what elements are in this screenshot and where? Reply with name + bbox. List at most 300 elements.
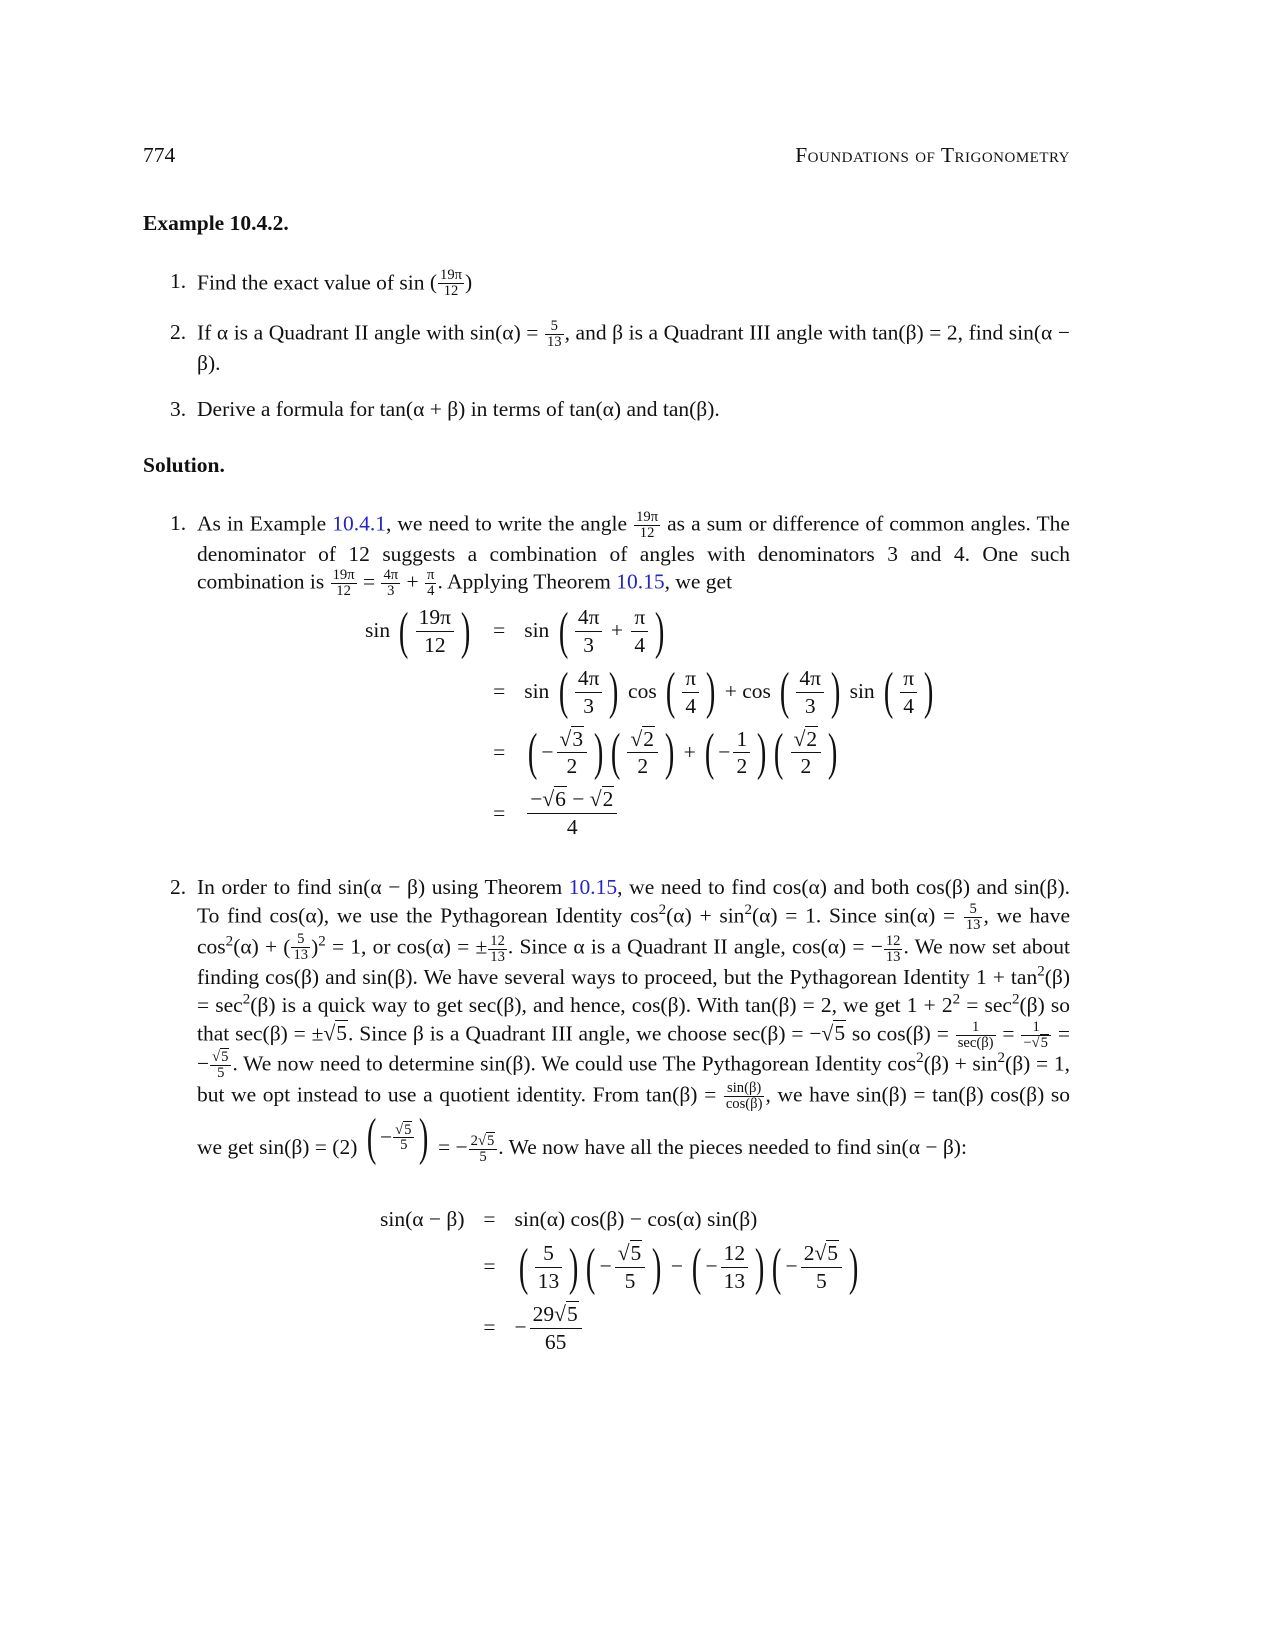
text-run: 65 <box>544 1329 567 1354</box>
fraction <box>796 665 824 720</box>
text-run: + <box>401 569 425 594</box>
parenthesized-group <box>582 1240 665 1295</box>
text-run: 5 <box>543 1240 554 1265</box>
paren-content <box>572 604 651 659</box>
text-run: 3 <box>583 693 595 718</box>
problem-2 <box>170 318 1076 377</box>
numerator <box>557 726 588 754</box>
text-run: . We now need to determine sin(β). We could use The Pythagorean Identity cos <box>232 1051 917 1076</box>
text-run: sin <box>844 679 881 704</box>
denominator <box>416 632 454 659</box>
text-run: = sec <box>960 993 1012 1018</box>
text-run: π <box>634 605 646 629</box>
text-run: sin(α − β) <box>380 1207 465 1231</box>
denominator <box>438 284 464 299</box>
numerator <box>721 1240 749 1268</box>
denominator <box>796 693 824 720</box>
right-paren: ) <box>609 663 619 721</box>
denominator <box>964 918 983 933</box>
numerator <box>884 934 903 950</box>
fraction <box>425 568 436 599</box>
text-run: 13 <box>537 1268 560 1293</box>
parenthesized-group <box>283 932 318 963</box>
numerator <box>900 665 917 693</box>
denominator <box>615 1268 646 1295</box>
text-run: 4π <box>383 567 399 584</box>
denominator <box>900 693 917 720</box>
right-paren: ) <box>460 602 471 660</box>
solution-number: 2. <box>170 875 187 899</box>
numerator <box>627 726 658 754</box>
superscript: 2 <box>242 991 251 1008</box>
left-paren: ( <box>429 270 438 295</box>
equation-rhs <box>524 604 937 659</box>
numerator <box>425 568 436 584</box>
text-run: 13 <box>293 947 309 964</box>
fraction <box>791 726 822 781</box>
right-paren: ) <box>652 1238 662 1296</box>
numerator <box>393 1123 414 1139</box>
denominator <box>527 814 617 841</box>
paren-content <box>572 665 606 720</box>
right-paren: ) <box>757 724 767 782</box>
text-run: 12 <box>639 524 655 541</box>
text-run: , we need to find cos(α) and both cos(β) and sin(β). To find cos(α), we use the Pythagorean Identity cos <box>197 875 1075 927</box>
fraction <box>724 1081 765 1112</box>
equation-rhs <box>524 786 937 841</box>
parenthesized-group <box>607 726 678 781</box>
square-root: √5 <box>477 1132 495 1149</box>
text-run: + <box>678 739 702 764</box>
numerator <box>575 665 603 693</box>
text-run: 2 <box>637 754 649 779</box>
text-run: − <box>718 739 731 764</box>
text-run: 2 <box>470 1132 478 1149</box>
text-run: 12 <box>490 932 505 949</box>
left-paren: ( <box>774 724 784 782</box>
text-run: 3 <box>583 632 595 657</box>
fraction <box>381 568 400 599</box>
numerator <box>796 665 824 693</box>
text-run: = − <box>432 1135 468 1160</box>
problem-text <box>197 396 1070 424</box>
problem-text <box>197 318 1076 377</box>
text-run: − <box>665 1254 689 1279</box>
right-paren: ) <box>465 270 473 295</box>
fraction <box>682 665 699 720</box>
problem-number: 2. <box>170 320 187 344</box>
text-run: 13 <box>723 1268 746 1293</box>
radicand: 5 <box>1040 1034 1048 1051</box>
text-run: If α is a Quadrant II angle with sin(α) = <box>197 320 544 345</box>
equals-sign: = <box>493 618 506 643</box>
problem-1 <box>170 268 1070 299</box>
parenthesized-group <box>515 1240 583 1295</box>
denominator <box>393 1138 414 1153</box>
numerator <box>416 604 454 632</box>
text-run: cos(β) <box>725 1096 763 1113</box>
denominator <box>733 753 750 780</box>
numerator <box>545 319 564 335</box>
text-run: 5 <box>969 900 977 917</box>
numerator <box>791 726 822 754</box>
text-run: = − <box>197 1021 1076 1076</box>
text-run: (α) = 1. Since sin(α) = <box>751 902 963 927</box>
square-root: √5 <box>1031 1034 1048 1051</box>
solution-1 <box>170 509 1076 600</box>
text-run: (α) + <box>233 935 284 960</box>
denominator <box>381 584 400 599</box>
superscript: 2 <box>225 933 234 950</box>
left-paren: ( <box>883 663 894 721</box>
cross-reference-link[interactable]: 10.15 <box>616 569 665 594</box>
equation-rhs <box>515 1301 863 1356</box>
equals-sign: = <box>483 1254 496 1279</box>
problem-text <box>197 268 1070 299</box>
square-root: √5 <box>814 1240 838 1265</box>
paren-content <box>786 1240 845 1295</box>
paren-content <box>600 1240 649 1295</box>
equals-sign: = <box>493 800 506 825</box>
fraction <box>291 932 310 963</box>
text-run: 13 <box>490 948 505 965</box>
equation-lhs <box>380 1206 465 1234</box>
text-run: 19π <box>636 509 659 525</box>
numerator <box>530 1301 582 1329</box>
square-root: √6 <box>542 787 566 812</box>
fraction <box>527 786 617 841</box>
radicand: 5 <box>834 1021 846 1046</box>
text-run: − <box>705 1254 718 1279</box>
equation-block-1 <box>365 604 937 841</box>
parenthesized-group <box>770 726 841 781</box>
right-paren: ) <box>705 663 716 721</box>
text-run: Derive a formula for tan(α + β) in terms of tan(α) and tan(β). <box>197 397 720 421</box>
radicand: 2 <box>643 726 655 751</box>
numerator <box>488 934 507 950</box>
fraction <box>210 1050 231 1081</box>
equals-sign: = <box>493 679 506 704</box>
fraction <box>530 1301 582 1356</box>
square-root: √5 <box>617 1240 642 1265</box>
right-paren: ) <box>827 724 838 782</box>
text-run: sec(β) <box>957 1034 994 1051</box>
left-paren: ( <box>558 663 568 721</box>
radicand: 5 <box>630 1240 642 1265</box>
text-run: , and β is a Quadrant III angle with tan(β) = 2, find sin(α − β). <box>197 320 1076 375</box>
text-run: . Applying Theorem <box>437 569 617 594</box>
paren-content <box>718 726 753 781</box>
text-run: Find the exact value of sin <box>197 270 430 295</box>
parenthesized-group <box>524 726 607 781</box>
left-paren: ( <box>558 602 568 660</box>
text-run: (β) + sin <box>923 1051 998 1076</box>
denominator <box>575 693 603 720</box>
paren-content <box>624 726 661 781</box>
text-run: as a sum or difference of common angles. The denominator of 12 suggests a combination of angles with denominators 3 and 4. One such combination is <box>197 511 1076 594</box>
square-root: √5 <box>395 1121 412 1138</box>
equals-sign: = <box>483 1315 496 1340</box>
left-paren: ( <box>692 1238 702 1296</box>
square-root: √5 <box>554 1301 578 1326</box>
text-run: sin(β) <box>727 1080 762 1097</box>
problem-number: 3. <box>170 397 187 421</box>
text-run: sin <box>524 679 555 704</box>
text-run: = <box>996 1021 1021 1046</box>
square-root: √5 <box>323 1021 348 1046</box>
left-paren: ( <box>665 663 676 721</box>
text-run: − <box>785 1254 798 1279</box>
text-run: 12 <box>885 932 901 949</box>
left-paren: ( <box>283 935 291 960</box>
text-run: 4 <box>427 583 435 600</box>
fraction <box>615 1240 646 1295</box>
numerator <box>291 932 310 948</box>
example-title: Example 10.4.2. <box>143 211 289 235</box>
text-run: . We now set about finding cos(β) and sin(β). We have several ways to proceed, but the Pythagorean Identity 1 + tan <box>197 935 1076 990</box>
paren-content <box>793 665 827 720</box>
equation-rhs <box>515 1240 863 1295</box>
denominator <box>488 950 507 965</box>
text-run: − <box>599 1254 612 1279</box>
numerator <box>535 1240 563 1268</box>
radicand: 5 <box>404 1121 412 1138</box>
text-run: 12 <box>424 632 446 657</box>
parenthesized-group <box>880 665 937 720</box>
text-run: , we need to write the angle <box>385 511 634 536</box>
right-paren: ) <box>655 602 665 660</box>
denominator <box>682 693 699 720</box>
fraction <box>469 1134 498 1165</box>
numerator <box>575 604 603 632</box>
denominator <box>575 632 603 659</box>
denominator <box>557 753 588 780</box>
text-run: cos <box>622 679 663 704</box>
superscript: 2 <box>1037 964 1045 981</box>
paren-content <box>380 1123 415 1154</box>
paren-content <box>532 1240 566 1295</box>
text-run: 2 <box>566 754 578 779</box>
text-run: + <box>605 618 629 643</box>
text-run: sin <box>524 618 555 643</box>
problem-number: 1. <box>170 269 187 293</box>
denominator <box>956 1036 996 1051</box>
text-run: . Since β is a Quadrant III angle, we choose sec(β) = − <box>348 1021 822 1046</box>
text-run: = <box>357 569 381 594</box>
parenthesized-group <box>662 665 719 720</box>
denominator <box>721 1268 749 1295</box>
parenthesized-group <box>555 665 623 720</box>
text-run: so cos(β) = <box>846 1021 955 1046</box>
text-run: − <box>1023 1034 1032 1051</box>
text-run: 12 <box>336 583 351 600</box>
denominator <box>469 1150 498 1165</box>
radicand: 2 <box>806 726 818 751</box>
superscript: 2 <box>916 1050 924 1067</box>
text-run: 12 <box>443 282 459 299</box>
fraction <box>575 604 603 659</box>
parenthesized-group <box>555 604 669 659</box>
text-run: . We now have all the pieces needed to find sin(α − β): <box>498 1135 967 1160</box>
left-paren: ( <box>586 1238 596 1296</box>
fraction <box>801 1240 842 1295</box>
text-run: 4π <box>577 665 600 690</box>
denominator <box>627 753 658 780</box>
numerator <box>733 726 750 754</box>
superscript: 2 <box>744 901 752 918</box>
radicand: 5 <box>827 1240 838 1265</box>
paren-content <box>290 932 311 963</box>
equation-block-2 <box>380 1206 862 1355</box>
superscript: 2 <box>952 991 961 1008</box>
denominator <box>545 335 564 350</box>
square-root: √5 <box>212 1049 229 1066</box>
fraction <box>393 1123 414 1154</box>
paren-content <box>706 1240 752 1295</box>
radicand: 5 <box>486 1132 495 1149</box>
numerator <box>634 510 660 526</box>
text-run: 5 <box>815 1268 827 1293</box>
right-paren: ) <box>755 1238 765 1296</box>
text-run: 19π <box>332 567 355 584</box>
solution-text <box>197 874 1076 1167</box>
text-run: In order to find sin(α − β) using Theorem <box>197 875 569 899</box>
denominator <box>425 584 436 599</box>
paren-content <box>541 726 590 781</box>
text-run: . Since α is a Quadrant II angle, cos(α) = − <box>507 935 883 960</box>
fraction <box>631 604 648 659</box>
fraction <box>956 1020 996 1051</box>
paren-content <box>437 268 465 299</box>
parenthesized-group <box>363 1109 433 1167</box>
text-run: 19π <box>440 267 463 283</box>
square-root: √5 <box>821 1021 846 1046</box>
solution-number: 1. <box>170 511 187 535</box>
solution-text <box>197 509 1076 600</box>
right-paren: ) <box>664 724 675 782</box>
left-paren: ( <box>780 663 790 721</box>
text-run: 5 <box>217 1065 225 1082</box>
fraction <box>733 726 750 781</box>
paren-content <box>897 665 920 720</box>
denominator <box>724 1097 765 1112</box>
numerator <box>631 604 648 632</box>
text-run: 1 <box>736 726 748 751</box>
right-paren: ) <box>569 1238 579 1296</box>
parenthesized-group <box>430 268 472 299</box>
numerator <box>469 1134 498 1150</box>
radicand: 3 <box>572 726 584 751</box>
text-run: 2 <box>736 754 748 779</box>
paren-content <box>679 665 702 720</box>
cross-reference-link[interactable]: 10.4.1 <box>332 511 386 536</box>
text-run: 5 <box>550 318 558 334</box>
text-run: 4π <box>799 665 822 690</box>
denominator <box>884 950 903 965</box>
fraction <box>634 510 660 541</box>
parenthesized-group <box>701 726 770 781</box>
text-run: 1 <box>971 1018 980 1035</box>
text-run: − <box>566 787 590 812</box>
radicand: 6 <box>555 787 566 812</box>
text-run: , we get <box>664 569 733 594</box>
equals-sign: = <box>493 739 506 764</box>
text-run: 5 <box>297 931 305 948</box>
text-run: , we have cos <box>197 902 1076 960</box>
parenthesized-group <box>776 665 844 720</box>
fraction <box>557 726 588 781</box>
text-run: − <box>379 1125 393 1150</box>
solution-2 <box>170 874 1076 1167</box>
numerator <box>964 902 983 918</box>
numerator <box>210 1050 231 1066</box>
text-run: − <box>514 1315 527 1340</box>
right-paren: ) <box>848 1238 859 1296</box>
fraction <box>884 934 903 965</box>
text-run: , we have sin(β) = tan(β) cos(β) so we get sin(β) = (2) <box>197 1082 1076 1160</box>
fraction <box>1021 1020 1051 1051</box>
text-run: 4 <box>634 632 646 657</box>
right-paren: ) <box>923 663 934 721</box>
denominator <box>801 1268 842 1295</box>
numerator <box>331 568 357 584</box>
numerator <box>682 665 699 693</box>
right-paren: ) <box>419 1109 429 1167</box>
text-run: + cos <box>719 679 777 704</box>
denominator <box>535 1268 563 1295</box>
text-run: − <box>541 739 554 764</box>
text-run: (α) + sin <box>666 902 745 927</box>
parenthesized-group <box>768 1240 862 1295</box>
denominator <box>1021 1036 1051 1051</box>
paren-content <box>788 726 825 781</box>
left-paren: ( <box>611 724 621 782</box>
radicand: 5 <box>221 1049 229 1066</box>
numerator <box>527 786 617 814</box>
text-run: − <box>530 787 543 812</box>
parenthesized-group <box>395 604 474 659</box>
text-run: π <box>427 567 435 584</box>
text-run: (β) is a quick way to get sec(β), and hence, cos(β). With tan(β) = 2, we get 1 + 2 <box>250 993 953 1018</box>
left-paren: ( <box>772 1238 782 1296</box>
equation-rhs <box>515 1206 863 1234</box>
text-run: (β) = sec <box>197 965 1076 1018</box>
numerator <box>438 268 464 284</box>
text-run: 5 <box>479 1148 487 1165</box>
numerator <box>615 1240 646 1268</box>
fraction <box>545 319 564 350</box>
text-run: 5 <box>624 1268 636 1293</box>
fraction <box>900 665 917 720</box>
text-run: (β) so that sec(β) = ± <box>197 993 1076 1046</box>
superscript: 2 <box>318 933 326 950</box>
square-root: √2 <box>793 726 818 751</box>
text-run: = 1, or cos(α) = ± <box>325 935 488 960</box>
text-run: π <box>903 665 915 690</box>
text-run: 12 <box>723 1240 746 1265</box>
left-paren: ( <box>704 724 715 782</box>
denominator <box>530 1329 582 1356</box>
cross-reference-link[interactable]: 10.15 <box>568 875 618 899</box>
text-run: 13 <box>885 948 901 965</box>
numerator <box>381 568 400 584</box>
radicand: 2 <box>602 787 614 812</box>
text-run: 3 <box>387 583 395 600</box>
running-title: Foundations of Trigonometry <box>795 143 1070 167</box>
right-paren: ) <box>830 663 841 721</box>
page-number: 774 <box>143 143 176 167</box>
denominator <box>210 1066 231 1081</box>
